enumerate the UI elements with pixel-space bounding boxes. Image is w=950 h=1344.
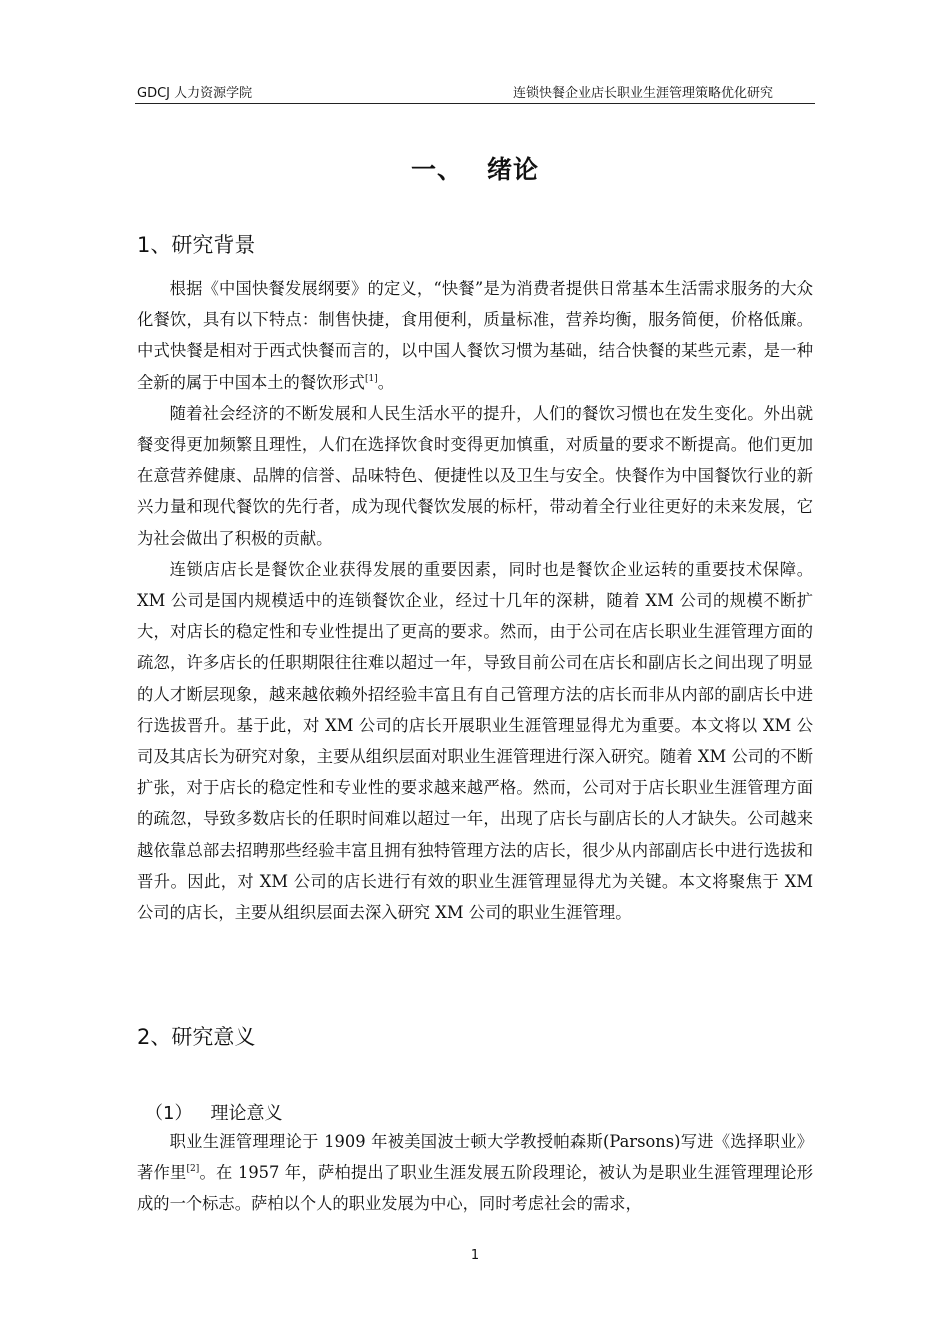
section-heading-background: 1、研究背景 [137,233,256,257]
subsection-title: 理论意义 [210,1103,283,1124]
subsection-heading-theory [145,1099,282,1125]
section-heading-significance: 2、研究意义 [137,1025,256,1049]
paragraph: 连锁店店长是餐饮企业获得发展的重要因素，同时也是餐饮企业运转的重要技术保障。XM 公司是国内规模适中的连锁餐饮企业，经过十几年的深耕，随着 XM 公司的规模不断扩大，对店长的稳定性和专业性提出了更高的要求。然而，由于公司在店长职业生涯管理方面的疏忽，许多店长的任职期限往往难以超过一年，导致目前公司在店长和副店长之间出现了明显的人才断层现象，越来越依赖外招经验丰富且有自己管理方法的店长而非从内部的副店长中进行选拔晋升。基于此，对 XM 公司的店长开展职业生涯管理显得尤为重要。本文将以 XM 公司及其店长为研究对象，主要从组织层面对职业生涯管理进行深入研究。随着 XM 公司的不断扩张，对于店长的稳定性和专业性的要求越来越严格。然而，公司对于店长职业生涯管理方面的疏忽，导致多数店长的任职时间难以超过一年，出现了店长与副店长的人才缺失。公司越来越依靠总部去招聘那些经验丰富且拥有独特管理方法的店长，很少从内部副店长中进行选拔和晋升。因此，对 XM 公司的店长进行有效的职业生涯管理显得尤为关键。本文将聚焦于 XM 公司的店长，主要从组织层面去深入研究 XM 公司的职业生涯管理。 [137,559,813,923]
paragraph-text: 根据《中国快餐发展纲要》的定义，“快餐”是为消费者提供日常基本生活需求服务的大众化餐饮，具有以下特点：制售快捷，食用便利，质量标准，营养均衡，服务简便，价格低廉。中式快餐是相对于西式快餐而言的，以中国人餐饮习惯为基础，结合快餐的某些元素，是一种全新的属于中国本土的餐饮形式 [137,279,813,392]
header-divider [135,103,815,104]
citation-ref: [2] [186,1164,200,1175]
subsection-index: （1） [145,1103,193,1124]
chapter-number: 一、 [410,155,463,184]
paragraph [137,1126,813,1220]
citation-ref: [1] [364,373,378,384]
page-number: 1 [470,1248,480,1263]
paragraph [137,273,813,398]
section-body-background [137,273,813,928]
paragraph-tail: 。在 1957 年，萨柏提出了职业生涯发展五阶段理论，被认为是职业生涯管理理论形成的一个标志。萨柏以个人的职业发展为中心，同时考虑社会的需求， [137,1163,813,1214]
paragraph: 随着社会经济的不断发展和人民生活水平的提升，人们的餐饮习惯也在发生变化。外出就餐变得更加频繁且理性，人们在选择饮食时变得更加慎重，对质量的要求不断提高。他们更加在意营养健康、品牌的信誉、品味特色、便捷性以及卫生与安全。快餐作为中国餐饮行业的新兴力量和现代餐饮的先行者，成为现代餐饮发展的标杆，带动着全行业往更好的未来发展，它为社会做出了积极的贡献。 [137,403,813,548]
header-paper-title: 连锁快餐企业店长职业生涯管理策略优化研究 [512,86,773,101]
paragraph-text: 职业生涯管理理论于 1909 年被美国波士顿大学教授帕森斯(Parsons)写进《选择职业》著作里 [137,1132,813,1183]
chapter-title [0,150,950,186]
chapter-title-text: 绪论 [487,155,540,184]
section-body-theory [137,1126,813,1220]
header-institution: GDCJ 人力资源学院 [137,86,253,101]
paragraph-tail: 。 [377,372,394,392]
